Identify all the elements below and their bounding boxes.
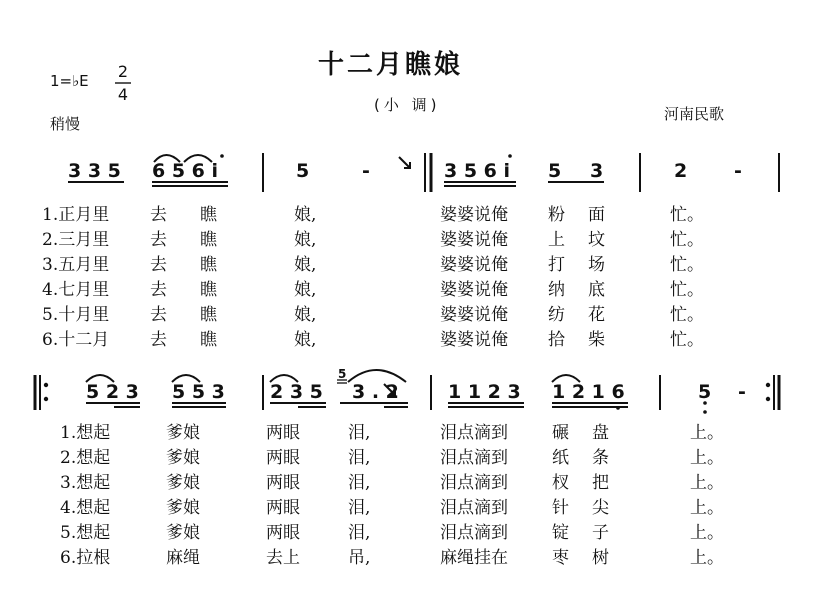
lyric: 瞧	[200, 330, 217, 350]
note-group: 5	[548, 160, 562, 182]
lyric: 爹娘	[166, 523, 200, 543]
lyric: 纺	[548, 305, 565, 325]
lyric: 锭	[552, 523, 569, 543]
lyric: 盘	[592, 423, 609, 443]
lyric: 把	[592, 473, 609, 493]
lyric: 两眼	[266, 473, 300, 493]
lyric: 忙。	[670, 255, 704, 275]
lyric: 泪,	[348, 498, 371, 518]
lyric: 两眼	[266, 498, 300, 518]
lyric: 泪点滴到	[440, 523, 508, 543]
lyric: 瞧	[200, 280, 217, 300]
repeat-dot	[766, 383, 770, 387]
lyric: 爹娘	[166, 498, 200, 518]
lyric: 婆婆说俺	[440, 280, 508, 300]
lyric: 婆婆说俺	[440, 305, 508, 325]
lyric: 娘,	[294, 330, 317, 350]
note-group: 3 5 6 i	[444, 160, 511, 182]
lyric: 条	[592, 448, 609, 468]
lyric: 4.七月里	[42, 280, 110, 300]
lyric: 娘,	[294, 205, 317, 225]
lyric: 粉	[548, 205, 565, 225]
note-group: 5	[296, 160, 310, 182]
glide-arrow	[399, 157, 410, 168]
lyric: 爹娘	[166, 448, 200, 468]
grace-note: 5	[338, 367, 347, 381]
lyric: 麻绳挂在	[440, 548, 508, 568]
lyric: 去	[150, 305, 167, 325]
lyric: 泪点滴到	[440, 448, 508, 468]
lyric: 上。	[690, 423, 724, 443]
lyric: 忙。	[670, 330, 704, 350]
song-subtitle: (小 调)	[374, 96, 441, 114]
lyric: 去上	[266, 548, 300, 568]
lyric: 爹娘	[166, 423, 200, 443]
lyric: 去	[150, 330, 167, 350]
lyric: 泪,	[348, 423, 371, 443]
high-octave-dot	[508, 154, 512, 158]
lyric: 吊,	[348, 548, 371, 568]
lyric: 泪点滴到	[440, 498, 508, 518]
repeat-dot	[766, 397, 770, 401]
lyric: 1.想起	[60, 423, 111, 443]
time-signature-bottom: 4	[117, 85, 129, 104]
lyric: 杈	[552, 473, 569, 493]
lyric: 泪点滴到	[440, 473, 508, 493]
lyric: 枣	[552, 548, 569, 568]
lyric: 娘,	[294, 230, 317, 250]
lyric: 尖	[592, 498, 609, 518]
lyric: 去	[150, 230, 167, 250]
lyric: 上。	[690, 498, 724, 518]
song-title: 十二月瞧娘	[318, 50, 464, 80]
lyric: 婆婆说俺	[440, 255, 508, 275]
lyric: 瞧	[200, 255, 217, 275]
lyric: 6.拉根	[60, 548, 111, 568]
lyric: 纳	[548, 280, 565, 300]
lyric: 打	[548, 255, 565, 275]
lyric: 1.正月里	[42, 205, 110, 225]
lyric: 2.想起	[60, 448, 111, 468]
lyric: 纸	[552, 448, 569, 468]
lyric: 忙。	[670, 230, 704, 250]
lyric: 泪点滴到	[440, 423, 508, 443]
lyric: 忙。	[670, 205, 704, 225]
lyric: 针	[552, 498, 569, 518]
lyric: 娘,	[294, 280, 317, 300]
lyric: 上	[548, 230, 565, 250]
lyric: 底	[588, 280, 605, 300]
lyric: 子	[592, 523, 609, 543]
lyric: 去	[150, 280, 167, 300]
lyric: 3.想起	[60, 473, 111, 493]
lyric: 6.十二月	[42, 330, 110, 350]
lyric: 4.想起	[60, 498, 111, 518]
lyric: 瞧	[200, 305, 217, 325]
lyric: 泪,	[348, 448, 371, 468]
note-group: 3 . 2	[352, 381, 399, 403]
lyric: 瞧	[200, 230, 217, 250]
low-octave-dot	[703, 410, 707, 414]
lyric: 上。	[690, 548, 724, 568]
lyric: 瞧	[200, 205, 217, 225]
time-signature-top: 2	[117, 62, 129, 81]
lyric: 上。	[690, 448, 724, 468]
lyric: 场	[588, 255, 605, 275]
lyric: 忙。	[670, 280, 704, 300]
lyric: 3.五月里	[42, 255, 110, 275]
note-group: -	[738, 381, 746, 403]
song-source: 河南民歌	[664, 105, 725, 123]
lyric: 5.十月里	[42, 305, 110, 325]
note-group: 5	[698, 381, 712, 403]
lyric: 婆婆说俺	[440, 230, 508, 250]
note-group: 1 1 2 3	[448, 381, 521, 403]
note-group: -	[734, 160, 742, 182]
lyric: 碾	[552, 423, 569, 443]
lyric: 上。	[690, 473, 724, 493]
lyric: 5.想起	[60, 523, 111, 543]
high-octave-dot	[220, 154, 224, 158]
repeat-dot	[44, 383, 48, 387]
lyric: 两眼	[266, 423, 300, 443]
lyric: 树	[592, 548, 609, 568]
note-group: 5 2 3	[86, 381, 139, 403]
note-group: 5 5 3	[172, 381, 225, 403]
lyric: 娘,	[294, 255, 317, 275]
note-group: 3 3 5	[68, 160, 121, 182]
lyric: 忙。	[670, 305, 704, 325]
lyric: 坟	[588, 230, 605, 250]
note-group: 1 2 1 6	[552, 381, 625, 403]
note-group: -	[362, 160, 370, 182]
tempo-marking: 稍慢	[50, 115, 81, 133]
repeat-dot	[44, 397, 48, 401]
lyric: 拾	[548, 330, 565, 350]
key-signature: 1=♭E	[50, 72, 89, 90]
note-group: 3	[590, 160, 604, 182]
lyric: 婆婆说俺	[440, 205, 508, 225]
lyric: 去	[150, 255, 167, 275]
note-group: 2	[674, 160, 688, 182]
lyric: 泪,	[348, 523, 371, 543]
lyric: 花	[588, 305, 605, 325]
lyric: 2.三月里	[42, 230, 110, 250]
lyric: 泪,	[348, 473, 371, 493]
lyric: 麻绳	[166, 548, 200, 568]
lyric: 上。	[690, 523, 724, 543]
lyric: 去	[150, 205, 167, 225]
lyric: 娘,	[294, 305, 317, 325]
lyric: 爹娘	[166, 473, 200, 493]
note-group: 6 5 6 i	[152, 160, 219, 182]
lyric: 两眼	[266, 448, 300, 468]
note-group: 2 3 5	[270, 381, 323, 403]
lyric: 柴	[588, 330, 605, 350]
lyric: 面	[588, 205, 605, 225]
lyric: 两眼	[266, 523, 300, 543]
lyric: 婆婆说俺	[440, 330, 508, 350]
